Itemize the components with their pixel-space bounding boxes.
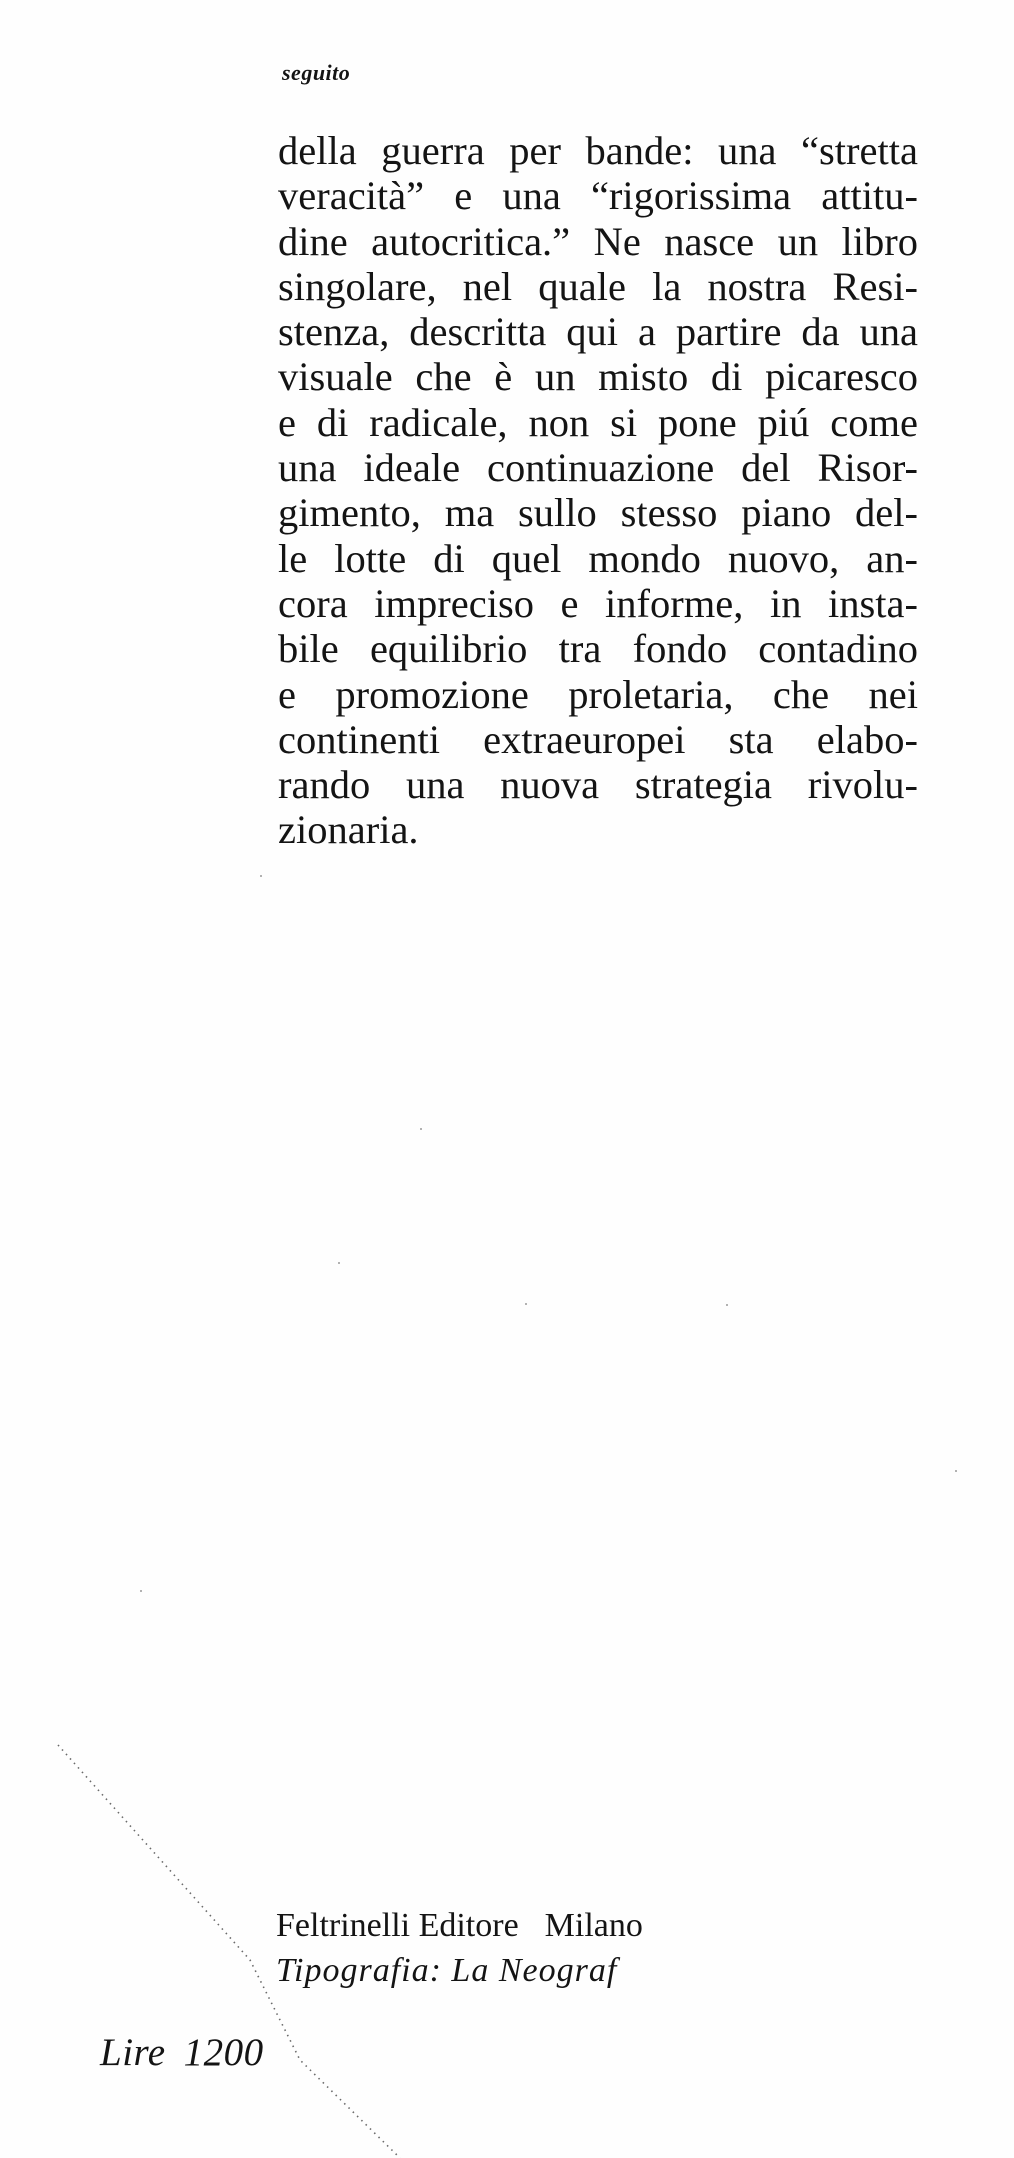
- dust-speck: [338, 1262, 340, 1264]
- price-amount: 1200: [183, 2031, 264, 2074]
- price-label: Lire: [100, 2031, 166, 2074]
- body-line: dine autocritica.” Ne nasce un libro: [278, 218, 918, 264]
- dust-speck: [260, 875, 262, 877]
- body-line: singolare, nel quale la nostra Resi-: [278, 263, 918, 309]
- body-line: gimento, ma sullo stesso piano del-: [278, 490, 918, 536]
- body-line: una ideale continuazione del Risor-: [278, 445, 918, 491]
- body-line: e promozione proletaria, che nei: [278, 671, 918, 717]
- dust-speck: [140, 1590, 142, 1592]
- body-line: cora impreciso e informe, in insta-: [278, 580, 918, 626]
- publisher-line: [276, 1903, 643, 1948]
- section-heading: seguito: [282, 60, 351, 85]
- typography-credit: Tipografia: La Neograf: [276, 1952, 618, 1989]
- body-text: [278, 128, 918, 853]
- body-line: e di radicale, non si pone piú come: [278, 399, 918, 445]
- body-line: della guerra per bande: una “stretta: [278, 128, 918, 173]
- body-line: continenti extraeuropei sta elabo-: [278, 716, 918, 762]
- dust-speck: [726, 1304, 728, 1306]
- body-line: zionaria.: [278, 807, 419, 853]
- body-line: le lotte di quel mondo nuovo, an-: [278, 535, 918, 581]
- dust-speck: [525, 1303, 527, 1305]
- body-line: bile equilibrio tra fondo contadino: [278, 626, 918, 672]
- body-line: visuale che è un misto di picaresco: [278, 354, 918, 400]
- dust-speck: [955, 1470, 957, 1472]
- price-tag: [100, 2030, 264, 2075]
- body-line: rando una nuova strategia rivolu-: [278, 762, 918, 808]
- dust-speck: [420, 1128, 422, 1130]
- publisher-city: Milano: [544, 1907, 643, 1944]
- body-line: stenza, descritta qui a partire da una: [278, 309, 918, 355]
- publisher-name: Feltrinelli Editore: [276, 1907, 519, 1944]
- publisher-imprint: [276, 1903, 643, 1993]
- body-line: veracità” e una “rigorissima attitu-: [278, 173, 918, 219]
